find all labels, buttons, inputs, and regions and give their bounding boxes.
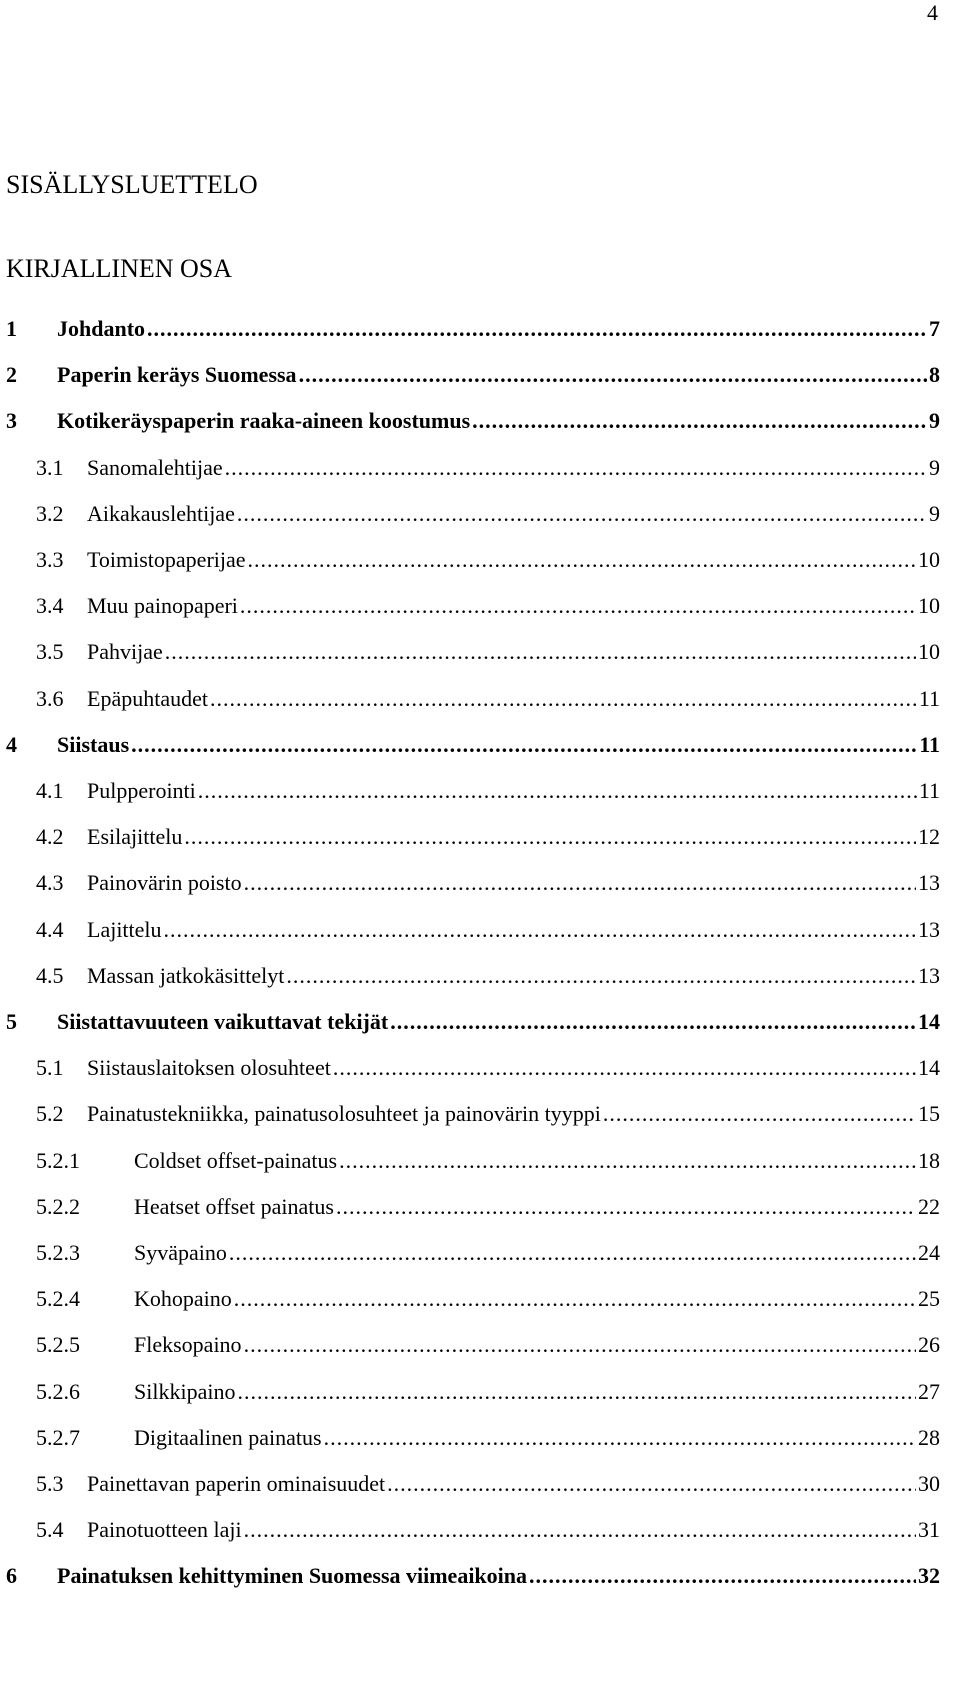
toc-entry-title: Siistauslaitoksen olosuhteet: [87, 1055, 331, 1080]
toc-entry-title: Massan jatkokäsittelyt: [87, 963, 285, 988]
toc-entry: [6, 1239, 940, 1267]
toc-entry-page: 9: [929, 408, 940, 433]
toc-entry-number: 4.4: [36, 917, 64, 942]
toc-entry-number: 5.2.7: [36, 1425, 80, 1450]
toc-entry: [6, 1331, 940, 1359]
toc-entry-number: 5.4: [36, 1517, 64, 1542]
toc-entry-number: 4.3: [36, 870, 64, 895]
dot-leader: [229, 1239, 916, 1267]
toc-entry: [6, 500, 940, 528]
toc-entry: [6, 823, 940, 851]
toc-entry: [6, 1424, 940, 1452]
toc-entry-title: Painovärin poisto: [87, 870, 242, 895]
dot-leader: [244, 869, 916, 897]
toc-entry-page: 26: [918, 1332, 940, 1357]
dot-leader: [234, 1285, 916, 1313]
toc-entry-number: 5.2.6: [36, 1379, 80, 1404]
toc-entry-number: 4.1: [36, 778, 64, 803]
toc-entry-number: 5.2.1: [36, 1148, 80, 1173]
toc-entry: [6, 731, 940, 759]
toc-entry-title: Paperin keräys Suomessa: [57, 362, 297, 387]
toc-entry: [6, 1562, 940, 1590]
toc-entry-title: Painotuotteen laji: [87, 1517, 242, 1542]
toc-entry: [6, 1193, 940, 1221]
toc-entry-number: 5.1: [36, 1055, 64, 1080]
toc-entry-title: Silkkipaino: [134, 1379, 236, 1404]
toc-entry-title: Sanomalehtijae: [87, 455, 223, 480]
dot-leader: [529, 1562, 916, 1590]
toc-entry: [6, 361, 940, 389]
dot-leader: [198, 777, 917, 805]
toc-entry-number: 4.2: [36, 824, 64, 849]
toc-entry-title: Syväpaino: [134, 1240, 227, 1265]
toc-entry-number: 5.2.3: [36, 1240, 80, 1265]
toc-entry-number: 3.4: [36, 593, 64, 618]
toc-entry-page: 11: [918, 778, 940, 803]
toc-entry-page: 31: [918, 1517, 940, 1542]
toc-entry-title: Fleksopaino: [134, 1332, 242, 1357]
toc-entry: [6, 1285, 940, 1313]
toc-heading: SISÄLLYSLUETTELO: [6, 170, 258, 199]
toc-entry-title: Epäpuhtaudet: [87, 686, 208, 711]
toc-entry-number: 5.2.5: [36, 1332, 80, 1357]
toc-entry-number: 4.5: [36, 963, 64, 988]
toc-entry-page: 13: [918, 917, 940, 942]
toc-entry-page: 11: [919, 732, 940, 757]
toc-entry-page: 9: [929, 501, 940, 526]
toc-entry-number: 3.6: [36, 686, 64, 711]
dot-leader: [472, 407, 927, 435]
toc-entry-page: 12: [918, 824, 940, 849]
toc-entry: [6, 1516, 940, 1544]
toc-entry-page: 8: [929, 362, 940, 387]
dot-leader: [184, 823, 916, 851]
toc-entry: [6, 454, 940, 482]
toc-entry: [6, 592, 940, 620]
dot-leader: [248, 546, 916, 574]
toc-entry-title: Painatustekniikka, painatusolosuhteet ja painovärin tyyppi: [87, 1101, 601, 1126]
dot-leader: [390, 1008, 916, 1036]
toc-entry-page: 10: [918, 547, 940, 572]
toc-entry: [6, 962, 940, 990]
toc-entry: [6, 916, 940, 944]
dot-leader: [131, 731, 917, 759]
toc-entry: [6, 1008, 940, 1036]
toc-entry-page: 32: [918, 1563, 940, 1588]
dot-leader: [240, 592, 916, 620]
toc-entry-title: Pahvijae: [87, 639, 163, 664]
toc-entry-page: 13: [918, 963, 940, 988]
toc-entry-title: Kohopaino: [134, 1286, 232, 1311]
toc-entry: [6, 1054, 940, 1082]
dot-leader: [339, 1147, 916, 1175]
dot-leader: [324, 1424, 916, 1452]
toc-entry-title: Painettavan paperin ominaisuudet: [87, 1471, 386, 1496]
toc-entry: [6, 315, 940, 343]
dot-leader: [164, 916, 916, 944]
dot-leader: [336, 1193, 916, 1221]
dot-leader: [387, 1470, 916, 1498]
dot-leader: [147, 315, 927, 343]
toc-entry-title: Siistaus: [57, 732, 130, 757]
toc-entry-page: 14: [918, 1055, 940, 1080]
toc-entry-title: Lajittelu: [87, 917, 162, 942]
toc-entry-page: 10: [918, 639, 940, 664]
toc-entry-page: 22: [918, 1194, 940, 1219]
toc-entry-number: 5: [6, 1009, 17, 1034]
toc-entry: [6, 777, 940, 805]
toc-entry-page: 18: [918, 1148, 940, 1173]
toc-entry-number: 5.2.4: [36, 1286, 80, 1311]
toc-entry-number: 5.2.2: [36, 1194, 80, 1219]
toc-entry: [6, 1470, 940, 1498]
toc-entry-page: 7: [929, 316, 940, 341]
toc-entry-title: Digitaalinen painatus: [134, 1425, 322, 1450]
dot-leader: [244, 1331, 916, 1359]
toc-entry-number: 3.3: [36, 547, 64, 572]
toc-entry-page: 25: [918, 1286, 940, 1311]
toc-entry: [6, 685, 940, 713]
toc-entry-page: 13: [918, 870, 940, 895]
dot-leader: [210, 685, 917, 713]
toc-entry-page: 9: [929, 455, 940, 480]
dot-leader: [286, 962, 916, 990]
toc-entry-page: 27: [918, 1379, 940, 1404]
toc-entry-page: 24: [918, 1240, 940, 1265]
page-number: 4: [927, 0, 938, 25]
dot-leader: [237, 1378, 916, 1406]
toc-entry: [6, 546, 940, 574]
toc-entry: [6, 1147, 940, 1175]
dot-leader: [299, 361, 927, 389]
toc-entry-number: 3: [6, 408, 17, 433]
toc-entry-title: Aikakauslehtijae: [87, 501, 235, 526]
toc-entry-number: 4: [6, 732, 17, 757]
dot-leader: [237, 500, 927, 528]
part-heading: KIRJALLINEN OSA: [6, 254, 233, 283]
dot-leader: [603, 1100, 916, 1128]
dot-leader: [333, 1054, 916, 1082]
toc-entry: [6, 1378, 940, 1406]
toc-entry-number: 5.3: [36, 1471, 64, 1496]
toc-entry-page: 11: [918, 686, 940, 711]
toc-entry-number: 3.2: [36, 501, 64, 526]
toc-entry-title: Johdanto: [57, 316, 146, 341]
toc-entry-number: 5.2: [36, 1101, 64, 1126]
toc-entry-title: Siistattavuuteen vaikuttavat tekijät: [57, 1009, 389, 1034]
toc-entry-number: 2: [6, 362, 17, 387]
toc-entry: [6, 1100, 940, 1128]
toc-entry-title: Heatset offset painatus: [134, 1194, 334, 1219]
toc-entry-title: Kotikeräyspaperin raaka-aineen koostumus: [57, 408, 471, 433]
dot-leader: [225, 454, 927, 482]
toc-entry-number: 3.5: [36, 639, 64, 664]
toc-entry-title: Toimistopaperijae: [87, 547, 246, 572]
toc-entry: [6, 407, 940, 435]
toc-entry: [6, 869, 940, 897]
toc-entry-number: 3.1: [36, 455, 64, 480]
dot-leader: [244, 1516, 916, 1544]
toc-entry-title: Pulpperointi: [87, 778, 196, 803]
toc-entry-page: 10: [918, 593, 940, 618]
toc-entry-page: 28: [918, 1425, 940, 1450]
toc-entry-page: 15: [918, 1101, 940, 1126]
toc-entry-title: Esilajittelu: [87, 824, 183, 849]
toc-entry-title: Coldset offset-painatus: [134, 1148, 338, 1173]
toc-entry-title: Painatuksen kehittyminen Suomessa viimeaikoina: [57, 1563, 528, 1588]
toc-entry-number: 1: [6, 316, 17, 341]
dot-leader: [165, 638, 916, 666]
toc-entry-title: Muu painopaperi: [87, 593, 238, 618]
toc-entry: [6, 638, 940, 666]
toc-entry-number: 6: [6, 1563, 17, 1588]
toc-entry-page: 30: [918, 1471, 940, 1496]
toc-entry-page: 14: [918, 1009, 940, 1034]
